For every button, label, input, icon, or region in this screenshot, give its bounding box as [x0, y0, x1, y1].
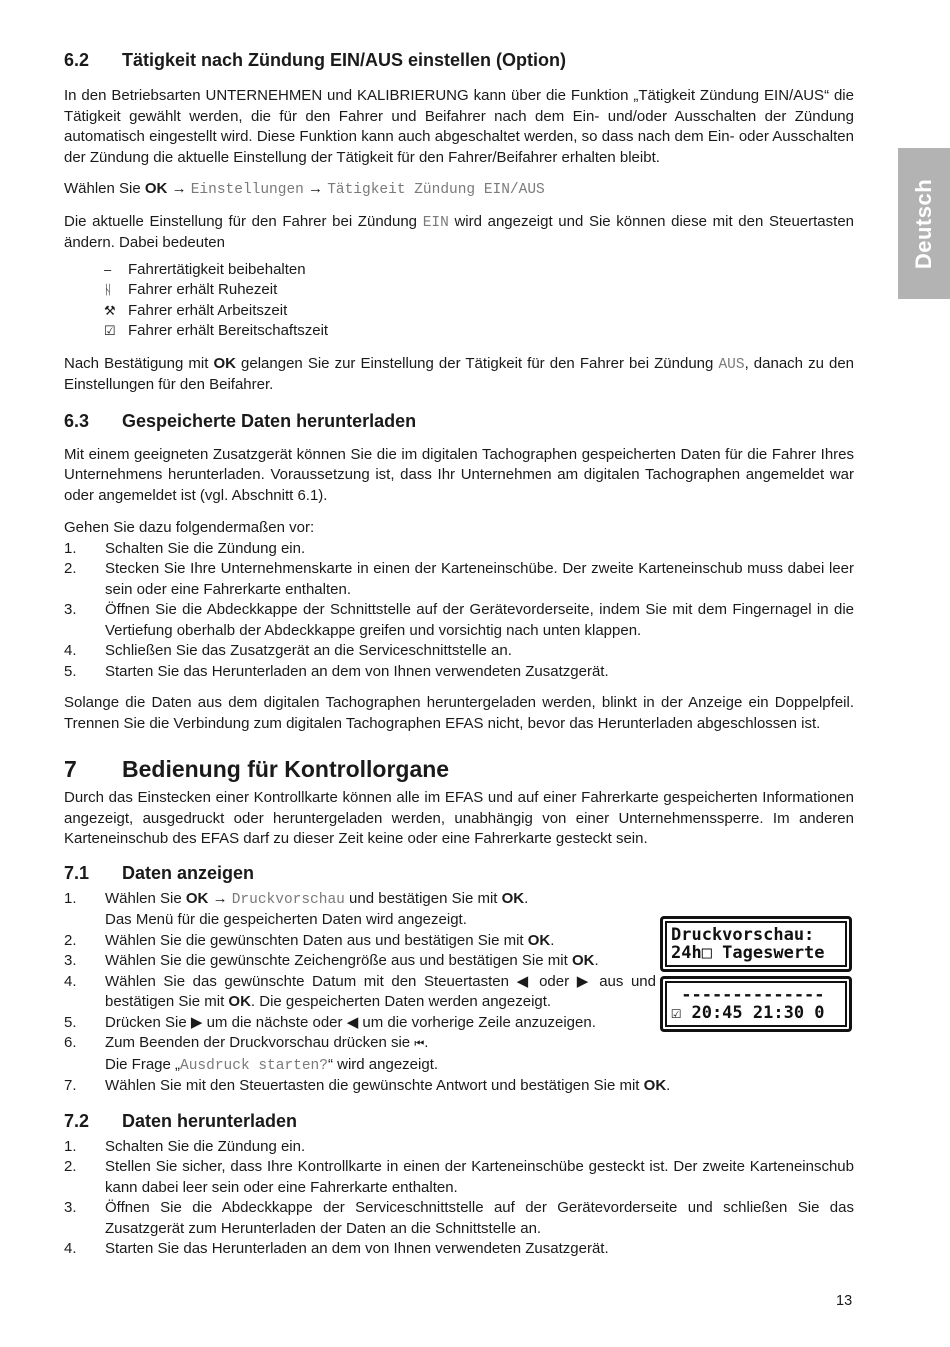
lcd-line: Druckvorschau: — [671, 925, 815, 945]
language-tab-label: Deutsch — [911, 178, 937, 269]
ok-key: OK — [213, 354, 236, 372]
ok-key: OK — [144, 180, 168, 197]
list-item: 6. Zum Beenden der Druckvorschau drücken sie ⏮. Die Frage „Ausdruck starten?“ wird angezeigt. — [64, 1034, 439, 1074]
menu-item: Einstellungen — [190, 182, 304, 198]
section-7-2-heading — [64, 1109, 854, 1133]
paragraph: Gehen Sie dazu folgendermaßen vor: — [64, 519, 315, 536]
ok-key: OK — [501, 889, 525, 907]
section-number: 6.2 — [64, 50, 90, 70]
right-arrow-icon: ▶ — [190, 1013, 203, 1031]
list-item: 4. Wählen Sie das gewünschte Datum mit den Steuertasten ◀ oder ▶ aus und bestätigen Sie mit OK. Die gespeicherten Daten werden angezeigt. — [64, 972, 656, 1010]
left-arrow-icon: ◀ — [516, 972, 532, 990]
steps-list — [64, 539, 854, 683]
left-arrow-icon: ◀ — [346, 1013, 359, 1031]
section-7-1-heading — [64, 861, 854, 885]
list-item: 5. Starten Sie das Herunterladen an dem von Ihnen verwendeten Zusatzgerät. — [64, 662, 609, 680]
ok-key: OK — [571, 952, 595, 969]
bed-icon: ᚺ — [104, 282, 112, 297]
steps-list — [64, 1137, 854, 1260]
arrow-icon: → — [171, 180, 187, 197]
list-item: 2. Stecken Sie Ihre Unternehmenskarte in einen der Karteneinschübe. Der zweite Karteneinschub muss dabei leer sein oder eine Fahrerkarte enthalten. — [64, 560, 854, 598]
lcd-line: ☑ 20:45 21:30 0 — [671, 1003, 825, 1023]
paragraph: Die aktuelle Einstellung für den Fahrer bei Zündung EIN wird angezeigt und Sie können diese mit den Steuertasten ändern. Dabei bedeuten — [64, 212, 854, 251]
ok-key: OK — [228, 993, 251, 1010]
lcd-line: 24h□ Tageswerte — [671, 943, 825, 963]
menu-path: Wählen Sie OK → Einstellungen → Tätigkeit Zündung EIN/AUS — [64, 180, 545, 198]
section-number: 7.1 — [64, 862, 90, 883]
section-title: Tätigkeit nach Zündung EIN/AUS einstellen (Option) — [122, 50, 567, 70]
list-item: 3. Öffnen Sie die Abdeckkappe der Serviceschnittstelle auf der Gerätevorderseite und schließen Sie das Zusatzgerät zum Herunterladen der Daten an die Schnittstelle an. — [64, 1199, 854, 1237]
section-number: 6.3 — [64, 410, 90, 431]
chapter-7-heading — [64, 754, 854, 784]
lcd-display-preview — [660, 976, 852, 1032]
steps-list — [64, 1076, 854, 1097]
section-title: Daten anzeigen — [122, 862, 255, 883]
list-item: 1. Wählen Sie OK → Druckvorschau und bestätigen Sie mit OK. Das Menü für die gespeicherten Daten wird angezeigt. — [64, 889, 529, 928]
section-title: Daten herunterladen — [122, 1110, 298, 1131]
ok-key: OK — [185, 889, 209, 907]
activity-list — [64, 260, 854, 342]
paragraph: In den Betriebsarten UNTERNEHMEN und KALIBRIERUNG kann über die Funktion „Tätigkeit Zündung EIN/AUS“ die Tätigkeit gewählt werden, die für den Fahrer und Beifahrer nach dem Ein- und/oder Ausschalten der Zündung automatisch eingestellt wird. Diese Funktion kann auch abgeschaltet werden, so dass nach dem Ein- oder Ausschalten der Zündung die aktuelle Einstellung der Tätigkeit für den Fahrer/Beifahrer erhalten bleibt. — [64, 87, 854, 166]
display-text: EIN — [422, 214, 449, 231]
availability-icon: ☑ — [104, 323, 116, 338]
list-item: ᚺ Fahrer erhält Ruhezeit — [104, 280, 854, 301]
ok-key: OK — [643, 1077, 667, 1094]
lcd-line: -------------- — [671, 985, 825, 1005]
chapter-title: Bedienung für Kontrollorgane — [122, 756, 450, 782]
paragraph: Solange die Daten aus dem digitalen Tachographen heruntergeladen werden, blinkt in der Anzeige ein Doppelpfeil. Trennen Sie die Verbindung zum digitalen Tachographen EFAS nicht, bevor das Herunterladen abgeschlossen ist. — [64, 694, 854, 732]
steps-list — [64, 889, 656, 1077]
list-item: 1. Schalten Sie die Zündung ein. — [64, 539, 306, 557]
page-number: 13 — [836, 1293, 853, 1309]
lcd-display-menu — [660, 916, 852, 972]
chapter-number: 7 — [64, 756, 77, 782]
section-title: Gespeicherte Daten herunterladen — [122, 410, 417, 431]
back-icon: ⏮ — [414, 1038, 425, 1050]
arrow-icon: → — [212, 889, 228, 907]
list-item: 1. Schalten Sie die Zündung ein. — [64, 1137, 306, 1155]
section-number: 7.2 — [64, 1110, 90, 1131]
list-item: – Fahrertätigkeit beibehalten — [104, 260, 854, 281]
ok-key: OK — [527, 931, 551, 949]
list-item: 2. Stellen Sie sicher, dass Ihre Kontrollkarte in einen der Karteneinschübe gesteckt ist. Der zweite Karteneinschub kann dabei leer sein oder eine Fahrerkarte enthalten. — [64, 1158, 854, 1196]
menu-item: Druckvorschau — [231, 891, 345, 908]
display-text: AUS — [718, 356, 745, 373]
list-item: 3. Wählen Sie die gewünschte Zeichengröße aus und bestätigen Sie mit OK. — [64, 952, 599, 969]
display-text: Ausdruck starten? — [180, 1057, 328, 1074]
list-item: ☑ Fahrer erhält Bereitschaftszeit — [104, 321, 854, 342]
hammers-icon: ⚒ — [104, 302, 116, 318]
page-content — [64, 44, 854, 1260]
paragraph: Durch das Einstecken einer Kontrollkarte können alle im EFAS und auf einer Fahrerkarte gespeicherten Informationen angezeigt, ausgedruckt oder heruntergeladen werden, unabhängig von einer Unternehmenssperre. Im anderen Karteneinschub des EFAS darf zu dieser Zeit keine oder eine Fahrerkarte gesteckt sein. — [64, 789, 854, 847]
paragraph: Mit einem geeigneten Zusatzgerät können Sie die im digitalen Tachographen gespeicherten Daten für die Fahrer Ihres Unternehmens herunterladen. Voraussetzung ist, dass Ihr Unternehmen am digitalen Tachographen angemeldet war oder angemeldet ist (vgl. Abschnitt 6.1). — [64, 445, 854, 504]
list-item: 4. Schließen Sie das Zusatzgerät an die Serviceschnittstelle an. — [64, 642, 512, 659]
arrow-icon: → — [308, 180, 324, 197]
language-tab — [898, 148, 950, 299]
list-item: 2. Wählen Sie die gewünschten Daten aus und bestätigen Sie mit OK. — [64, 931, 555, 949]
list-item: 4. Starten Sie das Herunterladen an dem von Ihnen verwendeten Zusatzgerät. — [64, 1240, 609, 1257]
list-item: 3. Öffnen Sie die Abdeckkappe der Schnittstelle auf der Gerätevorderseite, indem Sie mit dem Fingernagel in die Vertiefung oberhalb der Abdeckkappe greifen und vorsichtig nach unten klappen. — [64, 601, 854, 639]
paragraph: Nach Bestätigung mit OK gelangen Sie zur Einstellung der Tätigkeit für den Fahrer bei Zündung AUS, danach zu den Einstellungen für den Beifahrer. — [64, 354, 855, 393]
dash-icon: – — [104, 261, 112, 277]
list-item: ⚒ Fahrer erhält Arbeitszeit — [104, 301, 854, 322]
section-6-2-heading — [64, 48, 854, 72]
list-item: 7. Wählen Sie mit den Steuertasten die gewünschte Antwort und bestätigen Sie mit OK. — [64, 1077, 671, 1094]
list-item: 5. Drücken Sie ▶ um die nächste oder ◀ um die vorherige Zeile anzuzeigen. — [64, 1013, 596, 1031]
menu-item: Tätigkeit Zündung EIN/AUS — [327, 182, 545, 198]
section-6-3-heading — [64, 409, 854, 433]
right-arrow-icon: ▶ — [576, 972, 592, 990]
